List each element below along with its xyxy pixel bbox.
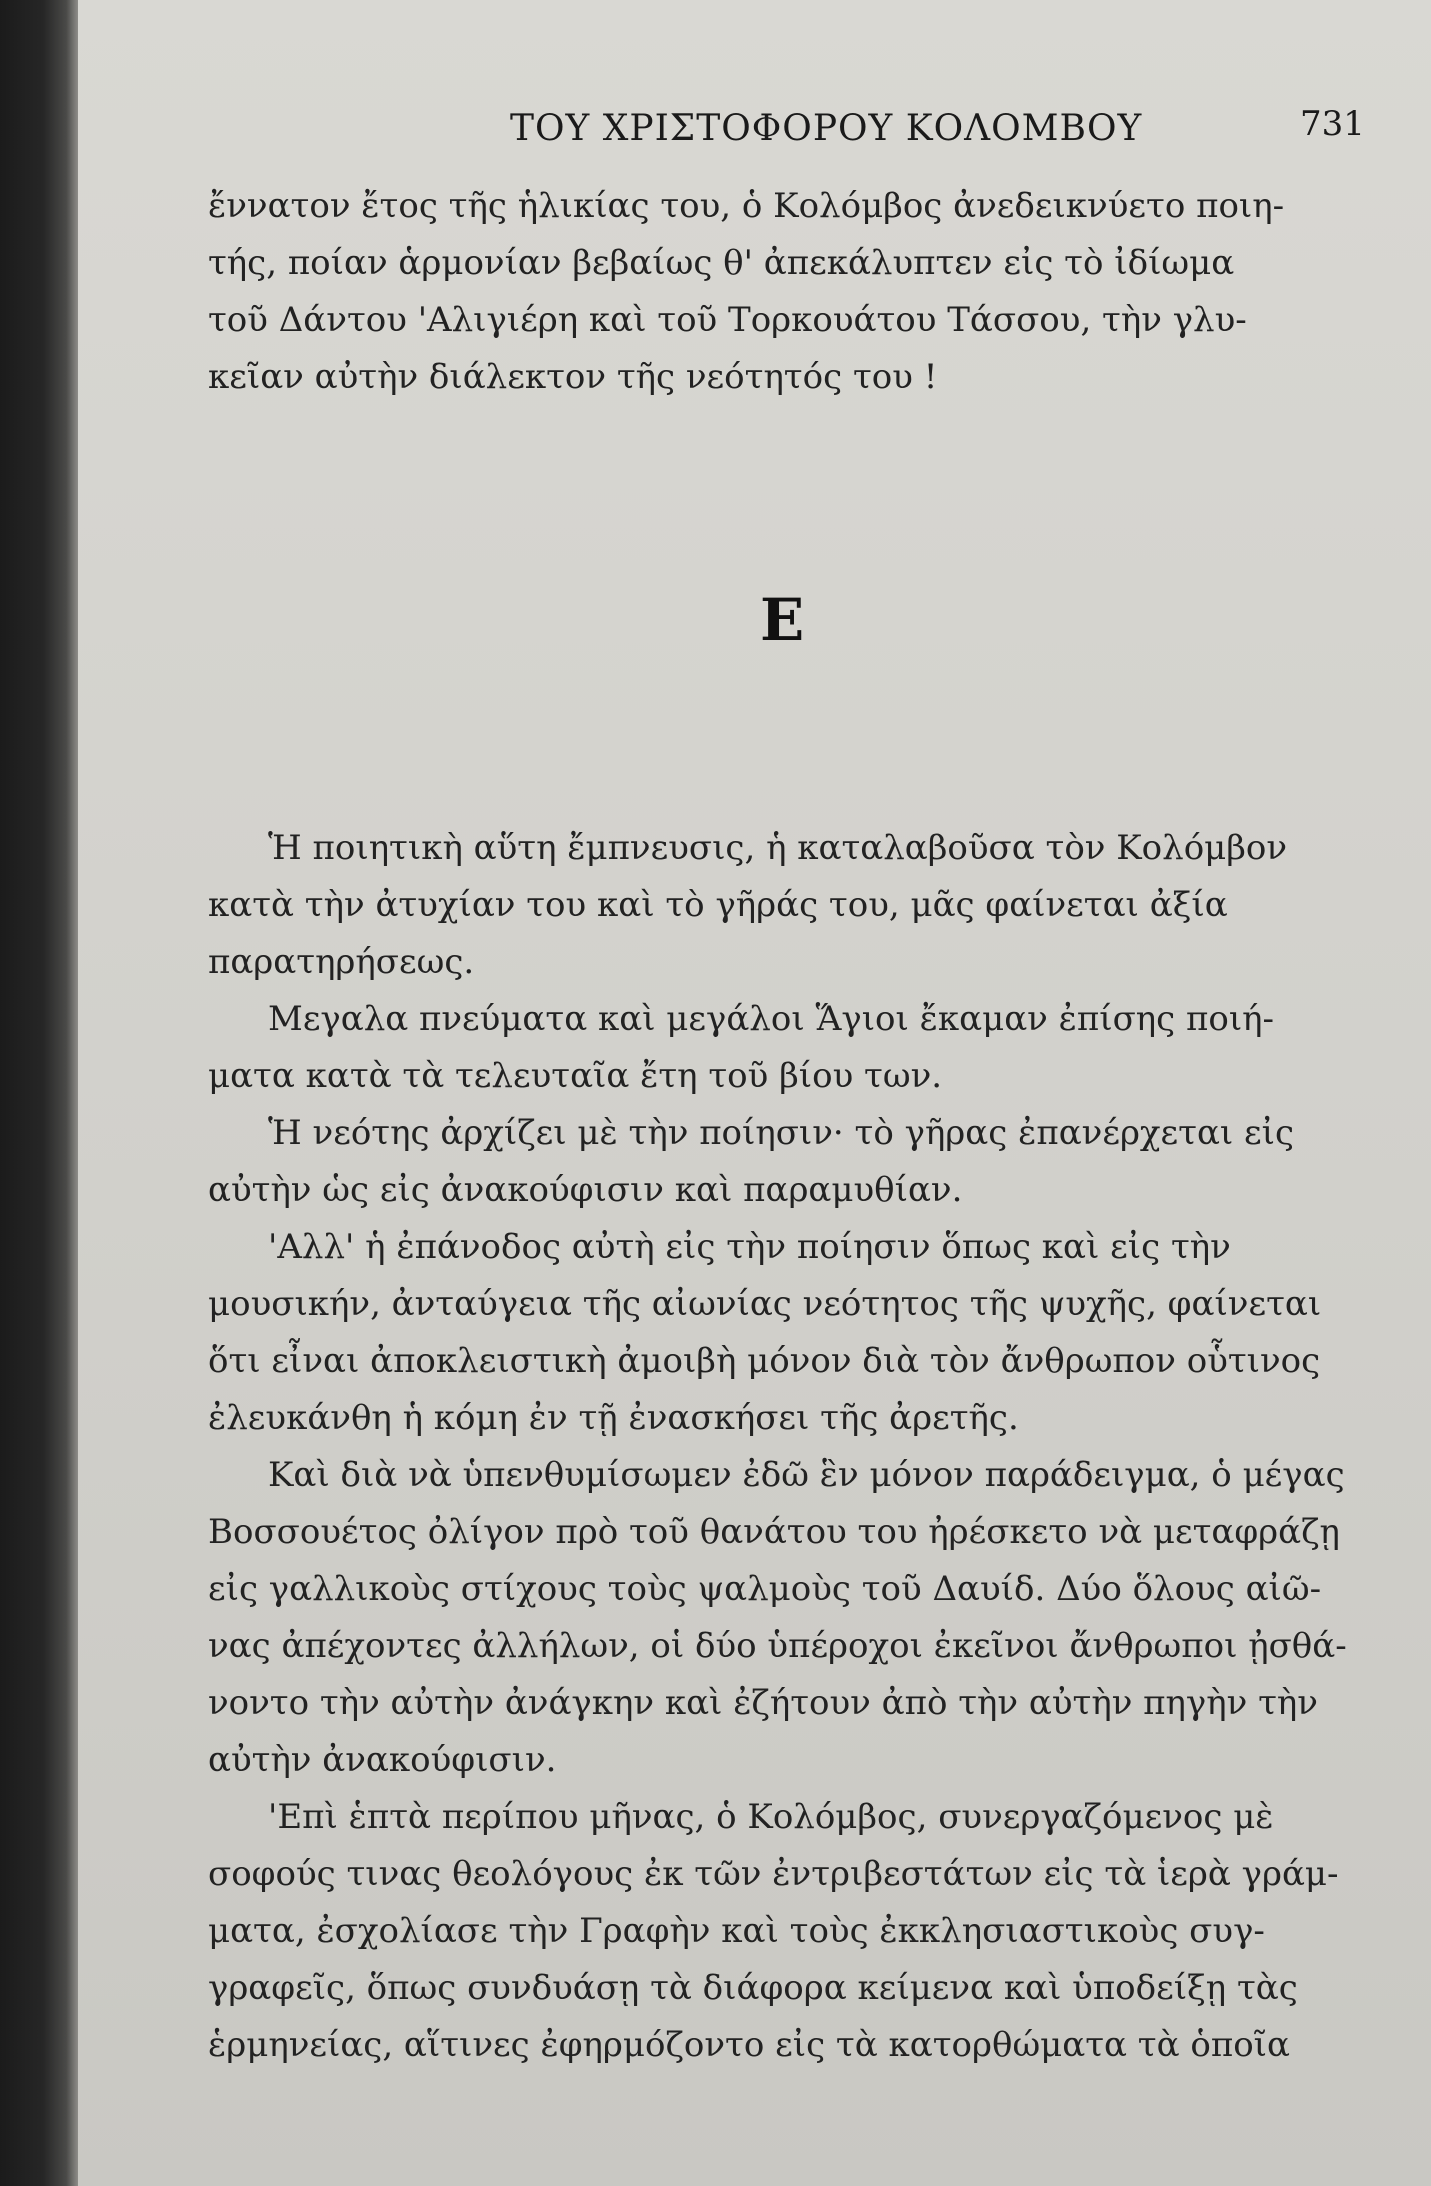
text-line: αὐτὴν ὡς εἰς ἀνακούφισιν καὶ παραμυθίαν. [208, 1170, 963, 1210]
text-line: κατὰ τὴν ἀτυχίαν του καὶ τὸ γῆράς του, μᾶς φαίνεται ἀξία [208, 885, 1228, 925]
opening-paragraph [208, 178, 1368, 406]
text-line: ὅτι εἶναι ἀποκλειστικὴ ἀμοιβὴ μόνον διὰ τὸν ἄνθρωπον οὗτινος [208, 1341, 1321, 1381]
book-spine-shadow [0, 0, 78, 2186]
text-line: αὐτὴν ἀνακούφισιν. [208, 1740, 557, 1780]
main-text [208, 820, 1388, 2074]
text-line: 'Επὶ ἑπτὰ περίπου μῆνας, ὁ Κολόμβος, συνεργαζόμενος μὲ [268, 1797, 1274, 1837]
text-line: ἐλευκάνθη ἡ κόμη ἐν τῇ ἐνασκήσει τῆς ἀρετῆς. [208, 1398, 1019, 1438]
text-line: 'Αλλ' ἡ ἐπάνοδος αὐτὴ εἰς τὴν ποίησιν ὅπως καὶ εἰς τὴν [268, 1227, 1231, 1267]
text-line: Βοσσουέτος ὀλίγον πρὸ τοῦ θανάτου του ἠρέσκετο νὰ μεταφράζῃ [208, 1512, 1340, 1552]
text-line: γραφεῖς, ὅπως συνδυάσῃ τὰ διάφορα κείμενα καὶ ὑποδείξῃ τὰς [208, 1968, 1298, 2008]
section-heading: Ε [760, 586, 805, 654]
running-header: ΤΟΥ ΧΡΙΣΤΟΦΟΡΟΥ ΚΟΛΟΜΒΟΥ [510, 108, 1143, 149]
text-line: εἰς γαλλικοὺς στίχους τοὺς ψαλμοὺς τοῦ Δαυίδ. Δύο ὅλους αἰῶ- [208, 1569, 1322, 1609]
text-line: Ἡ νεότης ἀρχίζει μὲ τὴν ποίησιν· τὸ γῆρας ἐπανέρχεται εἰς [268, 1113, 1295, 1153]
text-line: ἑρμηνείας, αἵτινες ἐφηρμόζοντο εἰς τὰ κατορθώματα τὰ ὁποῖα [208, 2025, 1290, 2065]
text-line: παρατηρήσεως. [208, 942, 475, 982]
text-line: νας ἀπέχοντες ἀλλήλων, οἱ δύο ὑπέροχοι ἐκεῖνοι ἄνθρωποι ᾐσθά- [208, 1626, 1347, 1666]
text-line: τής, ποίαν ἁρμονίαν βεβαίως θ' ἀπεκάλυπτεν εἰς τὸ ἰδίωμα [208, 243, 1235, 283]
text-line: ματα κατὰ τὰ τελευταῖα ἔτη τοῦ βίου των. [208, 1056, 943, 1096]
text-line: ματα, ἐσχολίασε τὴν Γραφὴν καὶ τοὺς ἐκκλησιαστικοὺς συγ- [208, 1911, 1265, 1951]
page-number: 731 [1300, 104, 1365, 144]
text-line: τοῦ Δάντου 'Αλιγιέρη καὶ τοῦ Τορκουάτου Τάσσου, τὴν γλυ- [208, 300, 1247, 340]
text-line: νοντο τὴν αὐτὴν ἀνάγκην καὶ ἐζήτουν ἀπὸ τὴν αὐτὴν πηγὴν τὴν [208, 1683, 1318, 1723]
text-line: κεῖαν αὐτὴν διάλεκτον τῆς νεότητός του ! [208, 357, 938, 397]
text-line: μουσικήν, ἀνταύγεια τῆς αἰωνίας νεότητος τῆς ψυχῆς, φαίνεται [208, 1284, 1322, 1324]
text-line: Καὶ διὰ νὰ ὑπενθυμίσωμεν ἐδῶ ἓν μόνον παράδειγμα, ὁ μέγας [268, 1455, 1345, 1495]
text-line: Ἡ ποιητικὴ αὕτη ἔμπνευσις, ἡ καταλαβοῦσα τὸν Κολόμβον [268, 828, 1288, 868]
text-line: Μεγαλα πνεύματα καὶ μεγάλοι Ἅγιοι ἔκαμαν ἐπίσης ποιή- [268, 999, 1275, 1039]
text-line: σοφούς τινας θεολόγους ἐκ τῶν ἐντριβεστάτων εἰς τὰ ἱερὰ γράμ- [208, 1854, 1339, 1894]
text-line: ἔννατον ἔτος τῆς ἡλικίας του, ὁ Κολόμβος ἀνεδεικνύετο ποιη- [208, 186, 1285, 226]
